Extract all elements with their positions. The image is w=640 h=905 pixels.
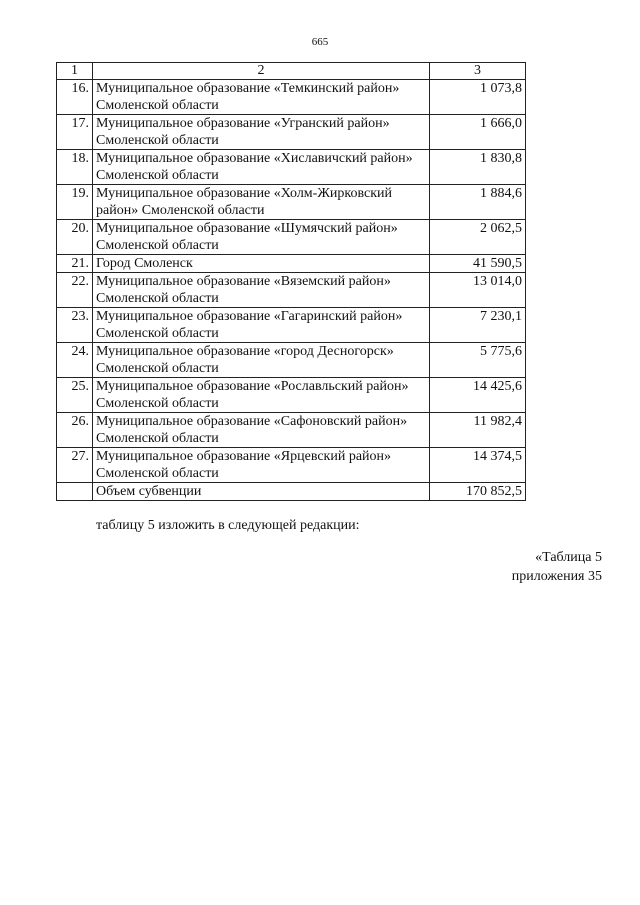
- row-number-cell: [57, 483, 93, 501]
- row-number-cell: 18.: [57, 150, 93, 185]
- row-number-cell: 26.: [57, 413, 93, 448]
- row-number-cell: 22.: [57, 273, 93, 308]
- row-number-cell: 21.: [57, 255, 93, 273]
- row-value-cell: 14 425,6: [430, 378, 526, 413]
- row-value-cell: 1 073,8: [430, 80, 526, 115]
- table-row: [57, 150, 526, 185]
- table-row: [57, 308, 526, 343]
- row-number-cell: 17.: [57, 115, 93, 150]
- row-value-cell: 14 374,5: [430, 448, 526, 483]
- row-name-cell: Муниципальное образование «Гагаринский район» Смоленской области: [93, 308, 430, 343]
- row-value-cell: 11 982,4: [430, 413, 526, 448]
- row-number-cell: 24.: [57, 343, 93, 378]
- subvention-table: [56, 62, 526, 501]
- table-row: [57, 413, 526, 448]
- column-header-3: 3: [430, 63, 526, 80]
- row-value-cell: 1 884,6: [430, 185, 526, 220]
- row-name-cell: Муниципальное образование «Вяземский район» Смоленской области: [93, 273, 430, 308]
- row-value-cell: 1 830,8: [430, 150, 526, 185]
- row-name-cell: Муниципальное образование «Хиславичский район» Смоленской области: [93, 150, 430, 185]
- row-name-cell: Объем субвенции: [93, 483, 430, 501]
- row-number-cell: 27.: [57, 448, 93, 483]
- row-value-cell: 1 666,0: [430, 115, 526, 150]
- column-header-1: 1: [57, 63, 93, 80]
- table-caption-line1: «Таблица 5: [535, 550, 602, 565]
- table-row: [57, 448, 526, 483]
- row-value-cell: 5 775,6: [430, 343, 526, 378]
- row-name-cell: Муниципальное образование «город Десногорск» Смоленской области: [93, 343, 430, 378]
- row-number-cell: 23.: [57, 308, 93, 343]
- row-number-cell: 20.: [57, 220, 93, 255]
- instruction-text: таблицу 5 изложить в следующей редакции:: [96, 518, 360, 533]
- table-row: [57, 80, 526, 115]
- table-row: [57, 115, 526, 150]
- table-row: [57, 343, 526, 378]
- table-header-row: [57, 63, 526, 80]
- row-name-cell: Город Смоленск: [93, 255, 430, 273]
- column-header-2: 2: [93, 63, 430, 80]
- table-caption-line2: приложения 35: [511, 569, 602, 584]
- row-name-cell: Муниципальное образование «Сафоновский район» Смоленской области: [93, 413, 430, 448]
- row-value-cell: 41 590,5: [430, 255, 526, 273]
- row-name-cell: Муниципальное образование «Темкинский район» Смоленской области: [93, 80, 430, 115]
- row-name-cell: Муниципальное образование «Угранский район» Смоленской области: [93, 115, 430, 150]
- table-row: [57, 220, 526, 255]
- row-value-cell: 2 062,5: [430, 220, 526, 255]
- table-caption: [512, 548, 602, 586]
- row-name-cell: Муниципальное образование «Шумячский район» Смоленской области: [93, 220, 430, 255]
- table-row: [57, 273, 526, 308]
- row-name-cell: Муниципальное образование «Рославльский район» Смоленской области: [93, 378, 430, 413]
- row-number-cell: 16.: [57, 80, 93, 115]
- row-number-cell: 19.: [57, 185, 93, 220]
- row-value-cell: 7 230,1: [430, 308, 526, 343]
- table-row: [57, 185, 526, 220]
- table-row: [57, 378, 526, 413]
- row-name-cell: Муниципальное образование «Холм-Жирковский район» Смоленской области: [93, 185, 430, 220]
- row-name-cell: Муниципальное образование «Ярцевский район» Смоленской области: [93, 448, 430, 483]
- row-value-cell: 170 852,5: [430, 483, 526, 501]
- table-row: [57, 255, 526, 273]
- page-number: 665: [311, 36, 329, 48]
- row-number-cell: 25.: [57, 378, 93, 413]
- row-value-cell: 13 014,0: [430, 273, 526, 308]
- table-total-row: [57, 483, 526, 501]
